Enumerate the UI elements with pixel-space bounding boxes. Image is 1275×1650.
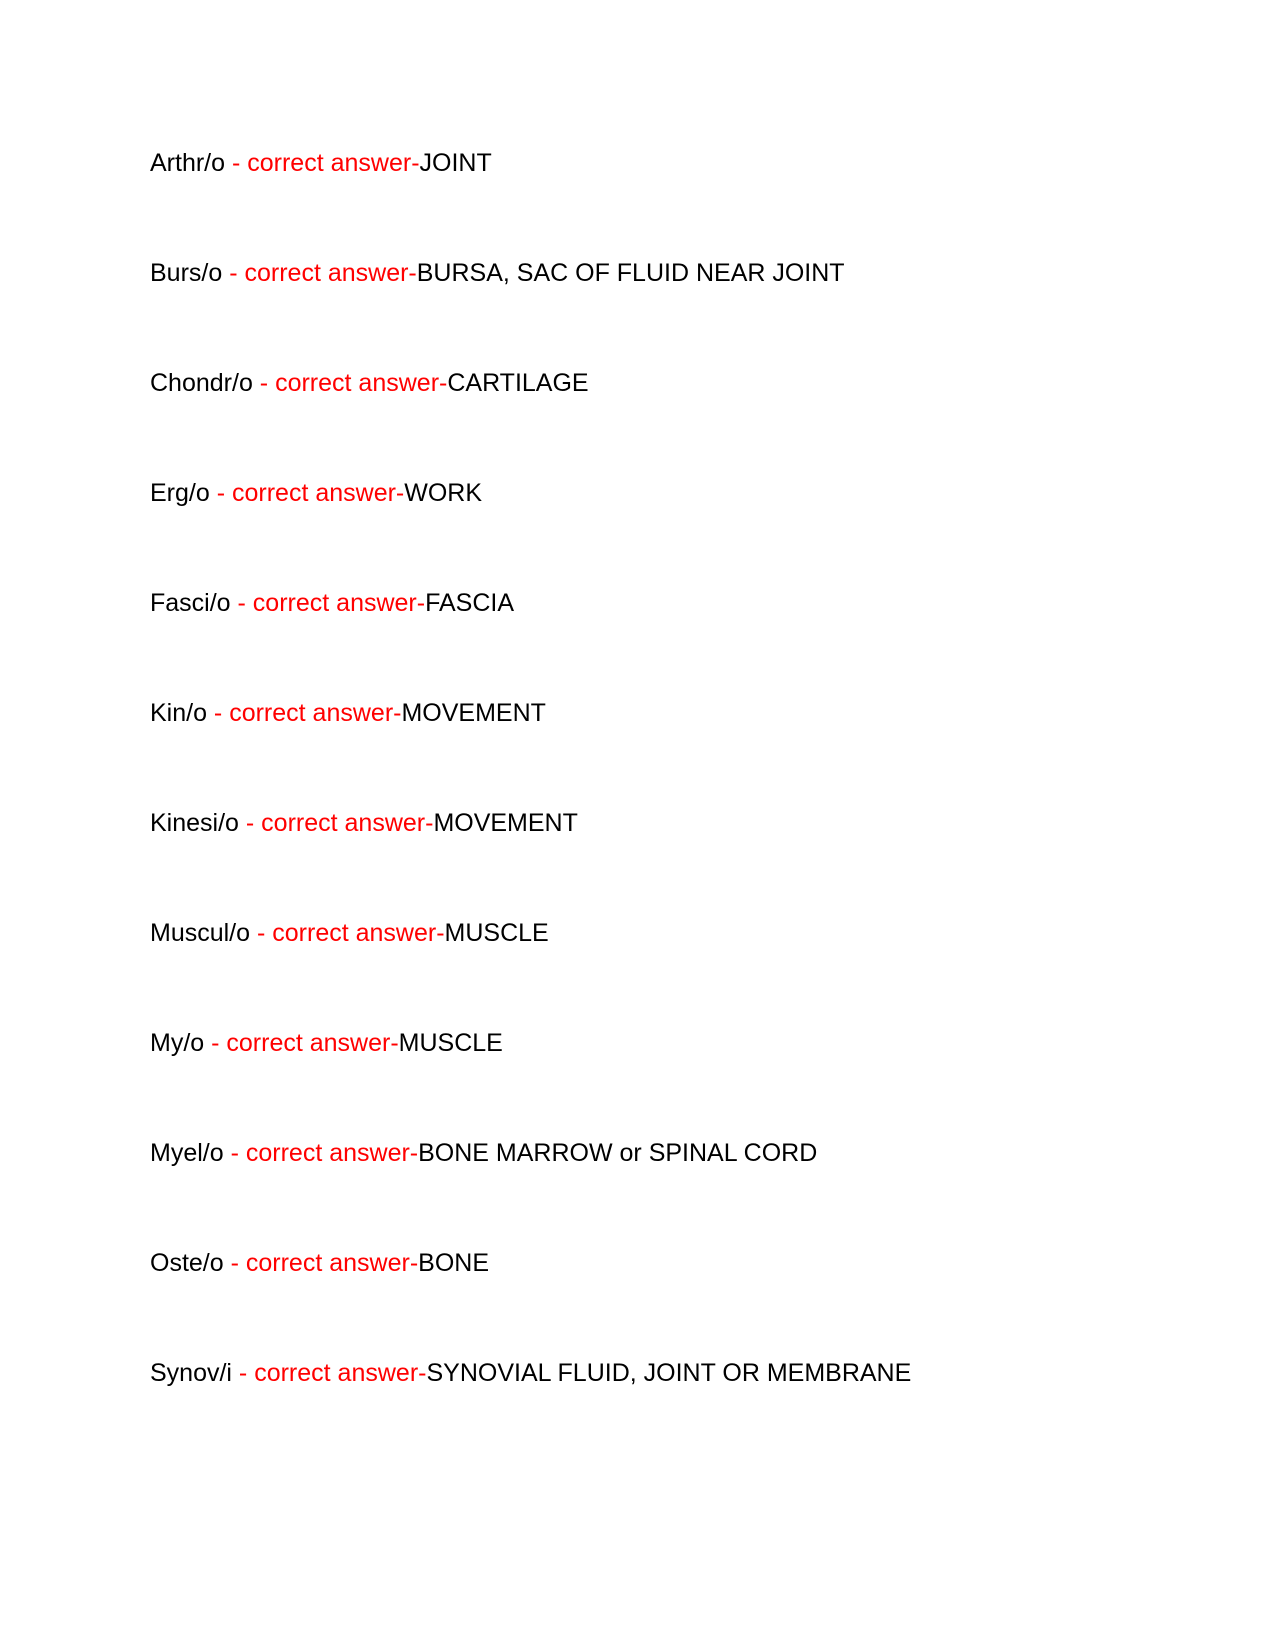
term-definition: WORK xyxy=(404,479,483,507)
term-word: Arthr/o xyxy=(150,149,226,177)
term-definition: CARTILAGE xyxy=(447,369,589,397)
correct-answer-separator: - correct answer- xyxy=(204,1029,399,1057)
term-definition: MOVEMENT xyxy=(401,699,546,727)
term-definition: BONE MARROW or SPINAL CORD xyxy=(418,1139,818,1167)
term-word: Fasci/o xyxy=(150,589,231,617)
term-word: Chondr/o xyxy=(150,369,253,397)
term-definition: MUSCLE xyxy=(444,919,549,947)
term-row xyxy=(150,148,911,258)
term-row xyxy=(150,1358,911,1468)
term-row xyxy=(150,698,911,808)
term-row xyxy=(150,1248,911,1358)
term-row xyxy=(150,808,911,918)
correct-answer-separator: - correct answer- xyxy=(250,919,445,947)
term-definition: FASCIA xyxy=(425,589,514,617)
term-word: Synov/i xyxy=(150,1359,232,1387)
term-definition: BONE xyxy=(418,1249,489,1277)
term-word: Kinesi/o xyxy=(150,809,239,837)
term-row xyxy=(150,1028,911,1138)
term-word: Muscul/o xyxy=(150,919,251,947)
term-row xyxy=(150,1138,911,1248)
term-row xyxy=(150,918,911,1028)
term-row xyxy=(150,368,911,478)
correct-answer-separator: - correct answer- xyxy=(238,809,434,837)
correct-answer-separator: - correct answer- xyxy=(223,1139,419,1167)
correct-answer-separator: - correct answer- xyxy=(209,479,405,507)
term-word: Burs/o xyxy=(150,259,223,287)
term-row xyxy=(150,478,911,588)
term-word: Kin/o xyxy=(150,699,207,727)
term-definition: JOINT xyxy=(419,149,492,177)
term-definition: BURSA, SAC OF FLUID NEAR JOINT xyxy=(416,259,845,287)
correct-answer-separator: - correct answer- xyxy=(225,149,420,177)
term-word: Erg/o xyxy=(150,479,210,507)
term-row xyxy=(150,258,911,368)
term-definition: MUSCLE xyxy=(398,1029,503,1057)
term-list xyxy=(150,148,911,1468)
correct-answer-separator: - correct answer- xyxy=(231,1359,427,1387)
term-definition: MOVEMENT xyxy=(433,809,578,837)
correct-answer-separator: - correct answer- xyxy=(206,699,402,727)
term-row xyxy=(150,588,911,698)
correct-answer-separator: - correct answer- xyxy=(223,1249,419,1277)
term-word: Oste/o xyxy=(150,1249,224,1277)
term-word: My/o xyxy=(150,1029,205,1057)
correct-answer-separator: - correct answer- xyxy=(222,259,417,287)
correct-answer-separator: - correct answer- xyxy=(230,589,426,617)
correct-answer-separator: - correct answer- xyxy=(252,369,448,397)
term-definition: SYNOVIAL FLUID, JOINT OR MEMBRANE xyxy=(426,1359,912,1387)
term-word: Myel/o xyxy=(150,1139,224,1167)
